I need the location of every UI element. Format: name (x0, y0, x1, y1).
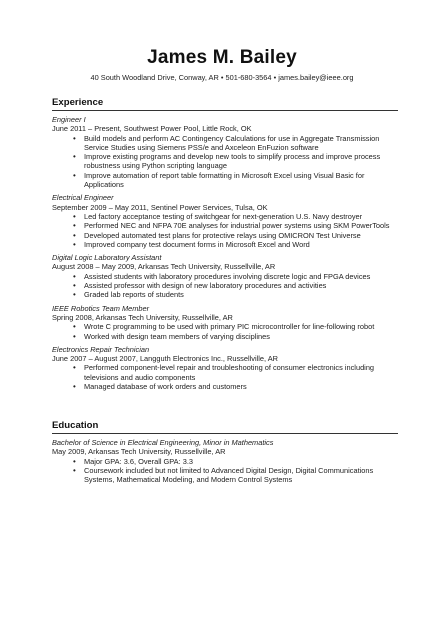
education-bullet-list (52, 457, 402, 485)
job-entry (52, 193, 402, 249)
job-entry (52, 115, 402, 189)
job-entry (52, 345, 402, 391)
contact-line: 40 South Woodland Drive, Conway, AR • 501-680-3564 • james.bailey@ieee.org (90, 73, 354, 82)
bullet-item: • Major GPA: 3.6, Overall GPA: 3.3 (52, 457, 402, 466)
bullet-item: • Graded lab reports of students (52, 290, 402, 299)
job-title: Electrical Engineer (52, 193, 114, 203)
bullet-item: • Performed component-level repair and troubleshooting of consumer electronics including televisions and audio components (52, 363, 402, 382)
bullet-item: • Assisted students with laboratory procedures involving discrete logic and FPGA devices (52, 272, 402, 281)
job-meta: Spring 2008, Arkansas Tech University, Russellville, AR (52, 312, 233, 322)
education-entry (52, 438, 402, 484)
bullet-item: • Assisted professor with design of new laboratory procedures and activities (52, 281, 402, 290)
job-bullet-list (52, 322, 402, 341)
education-title: Bachelor of Science in Electrical Engineering, Minor in Mathematics (52, 438, 274, 447)
job-meta: June 2007 – August 2007, Langguth Electronics Inc., Russellville, AR (52, 354, 278, 364)
job-title: Engineer I (52, 115, 86, 124)
resume-name: James M. Bailey (147, 47, 297, 68)
job-meta: June 2011 – Present, Southwest Power Pool, Little Rock, OK (52, 124, 252, 134)
education-meta: May 2009, Arkansas Tech University, Russellville, AR (52, 447, 226, 457)
bullet-item: • Developed automated test plans for protective relays using OMICRON Test Universe (52, 231, 402, 240)
job-title: IEEE Robotics Team Member (52, 303, 150, 313)
experience-section (52, 115, 402, 395)
bullet-item: • Managed database of work orders and customers (52, 382, 402, 391)
bullet-item: • Worked with design team members of varying disciplines (52, 332, 402, 341)
job-bullet-list (52, 272, 402, 300)
bullet-item: • Coursework included but not limited to Advanced Digital Design, Digital Communications Systems, Mathematical Modeling, and Modern Control Systems (52, 466, 402, 485)
bullet-item: • Performed NEC and NFPA 70E analyses for industrial power systems using SKM PowerTools (52, 221, 402, 230)
job-entry (52, 253, 402, 299)
education-heading: Education (52, 420, 398, 434)
bullet-item: • Build models and perform AC Contingency Calculations for use in Aggregate Transmission Service Studies using Siemens PSS/e and Axceleon EnFuzion software (52, 134, 402, 153)
job-entry (52, 304, 402, 341)
bullet-item: • Improved company test document forms in Microsoft Excel and Word (52, 240, 402, 249)
job-meta: August 2008 – May 2009, Arkansas Tech University, Russellville, AR (52, 262, 276, 272)
job-title: Electronics Repair Technician (52, 344, 150, 354)
job-bullet-list (52, 134, 402, 190)
bullet-item: • Improve existing programs and develop new tools to simplify process and improve process robustness using Python scripting language (52, 152, 402, 171)
bullet-item: • Wrote C programming to be used with primary PIC microcontroller for line-following robot (52, 322, 402, 331)
bullet-item: • Improve automation of report table formatting in Microsoft Excel using Visual Basic for Applications (52, 171, 402, 190)
bullet-item: • Led factory acceptance testing of switchgear for next-generation U.S. Navy destroyer (52, 212, 402, 221)
job-bullet-list (52, 363, 402, 391)
experience-heading: Experience (52, 97, 398, 111)
education-section (52, 438, 402, 488)
job-meta: September 2009 – May 2011, Sentinel Power Services, Tulsa, OK (52, 202, 268, 212)
job-bullet-list (52, 212, 402, 249)
job-title: Digital Logic Laboratory Assistant (52, 253, 162, 263)
